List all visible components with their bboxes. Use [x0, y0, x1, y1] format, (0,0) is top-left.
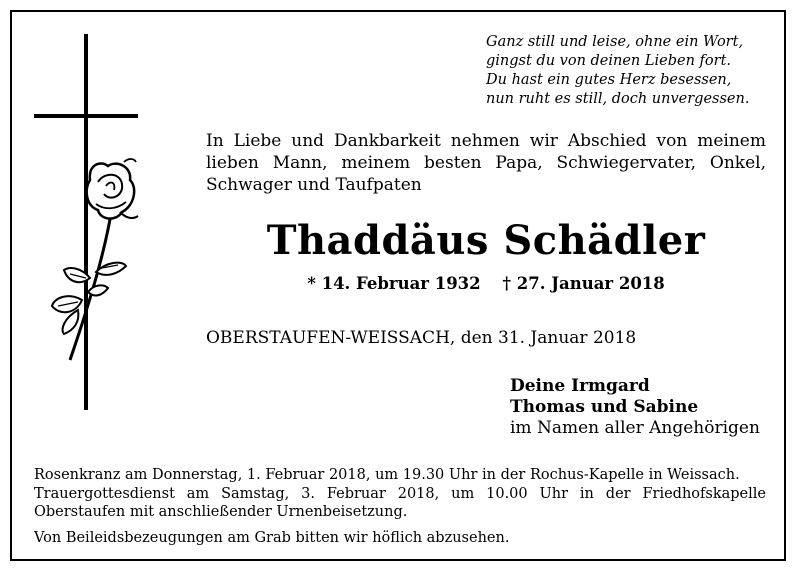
signature-children: Thomas und Sabine	[510, 397, 699, 417]
signature-relatives: im Namen aller Angehörigen	[510, 418, 760, 438]
poem-line: Ganz still und leise, ohne ein Wort,	[486, 34, 744, 50]
poem-line: gingst du von deinen Lieben fort.	[486, 53, 732, 69]
death-date: † 27. Januar 2018	[502, 274, 665, 293]
funeral-service-info: Trauergottesdienst am Samstag, 3. Februar 2018, um 10.00 Uhr in der Friedhofskapelle Oberstaufen mit anschließender Urnenbeisetzung.	[34, 485, 766, 520]
deceased-name: Thaddäus Schädler	[266, 217, 706, 264]
place-and-date: OBERSTAUFEN-WEISSACH, den 31. Januar 2018	[206, 328, 637, 348]
service-information	[34, 466, 766, 547]
cross-horizontal-bar	[34, 114, 138, 118]
signatures	[510, 376, 780, 439]
cross-with-rose-icon	[30, 30, 150, 430]
cross-vertical-bar	[84, 34, 88, 410]
signature-spouse: Deine Irmgard	[510, 376, 650, 396]
memorial-poem	[486, 33, 776, 109]
birth-date: * 14. Februar 1932	[307, 274, 481, 293]
life-dates	[206, 272, 766, 296]
rose-bloom	[87, 159, 138, 219]
rose-stem	[70, 208, 112, 360]
farewell-intro-text: In Liebe und Dankbarkeit nehmen wir Abschied von meinem lieben Mann, meinem besten Papa, Schwiegervater, Onkel, Schwager und Taufpaten	[206, 131, 766, 195]
rosary-info: Rosenkranz am Donnerstag, 1. Februar 2018, um 19.30 Uhr in der Rochus-Kapelle in Weissach.	[34, 467, 740, 483]
poem-line: nun ruht es still, doch unvergessen.	[486, 91, 750, 107]
poem-line: Du hast ein gutes Herz besessen,	[486, 72, 732, 88]
condolences-note: Von Beileidsbezeugungen am Grab bitten wir höflich abzusehen.	[34, 529, 510, 546]
